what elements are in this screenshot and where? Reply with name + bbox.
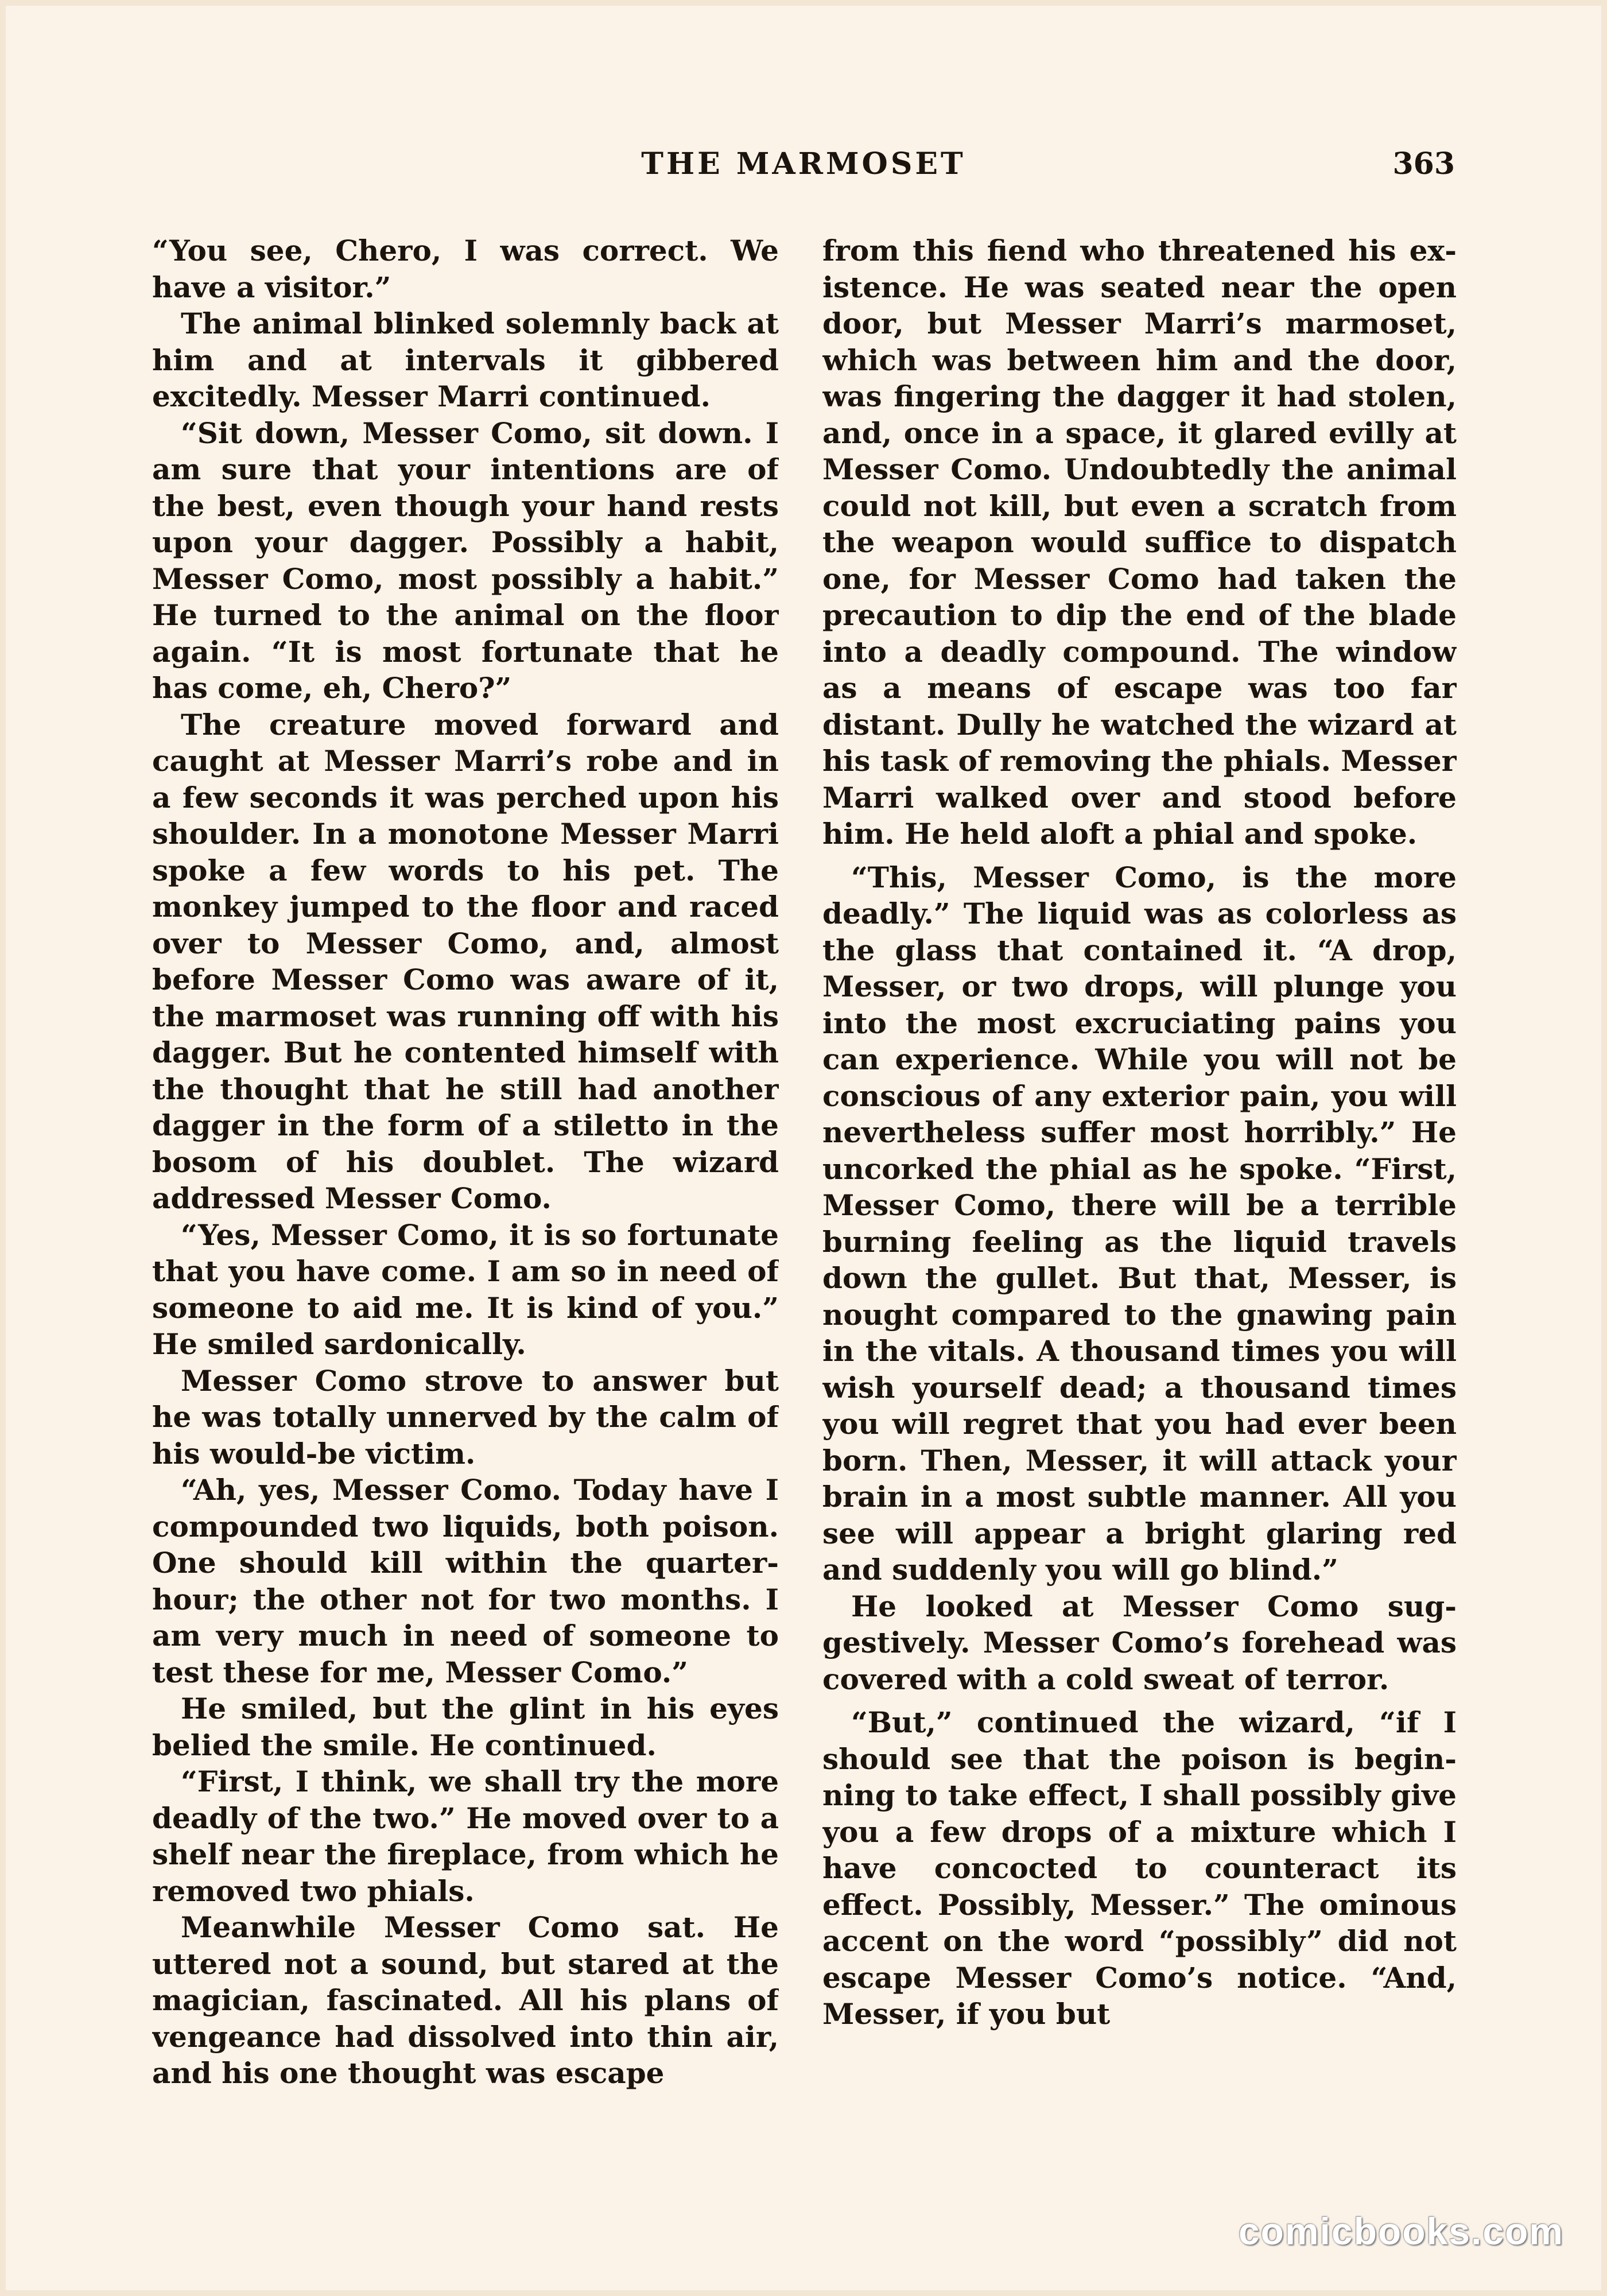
paragraph: The creature moved forward and caught at Messer Marri’s robe and in a few seconds it was perched upon his shoulder. In a monotone Messer Marri spoke a few words to his pet. The monkey jumped to the floor and raced over to Messer Como, and, almost before Messer Como was aware of it, the marmoset was running off with his dagger. But he contented himself with the thought that he still had another dagger in the form of a stiletto in the bosom of his doublet. The wizard addressed Messer Como. xyxy=(152,707,779,1215)
paragraph: from this fiend who threatened his existence. He was seated near the open door, but Messer Marri’s marmoset, which was between him and the door, was fingering the dagger it had stolen, and, once in a space, it glared evilly at Messer Como. Undoubtedly the animal could not kill, but even a scratch from the weapon would suffice to dispatch one, for Messer Como had taken the precaution to dip the end of the blade into a deadly compound. The window as a means of escape was too far distant. Dully he watched the wizard at his task of removing the phials. Messer Marri walked over and stood before him. He held aloft a phial and spoke. xyxy=(822,234,1457,851)
left-column xyxy=(152,232,779,2155)
watermark: comicbooks.com xyxy=(1238,2210,1564,2252)
paragraph: Messer Como strove to answer but he was totally unnerved by the calm of his would-be victim. xyxy=(152,1363,779,1471)
paragraph: “This, Messer Como, is the more deadly.” The liquid was as colorless as the glass that contained it. “A drop, Messer, or two drops, will plunge you into the most excruciating pains you can experience. While you will not be conscious of any exterior pain, you will nevertheless suffer most horribly.” He uncorked the phial as he spoke. “First, Messer Como, there will be a terrible burning feeling as the liquid travels down the gullet. But that, Messer, is nought compared to the gnawing pain in the vitals. A thousand times you will wish yourself dead; a thousand times you will regret that you had ever been born. Then, Messer, it will attack your brain in a most subtle manner. All you see will appear a bright glaring red and suddenly you will go blind.” xyxy=(822,860,1457,1587)
paragraph: He looked at Messer Como suggestively. Messer Como’s forehead was covered with a cold sweat of terror. xyxy=(822,1589,1457,1696)
paragraph: He smiled, but the glint in his eyes belied the smile. He continued. xyxy=(152,1692,779,1762)
paragraph: “But,” continued the wizard, “if I should see that the poison is beginning to take effect, I shall possibly give you a few drops of a mixture which I have concocted to counteract its effect. Possibly, Messer.” The ominous accent on the word “possibly” did not escape Messer Como’s notice. “And, Messer, if you but xyxy=(822,1705,1457,2031)
page-title: THE MARMOSET xyxy=(641,146,966,181)
page-number: 363 xyxy=(1392,146,1455,181)
running-header xyxy=(152,146,1455,192)
paragraph: “Yes, Messer Como, it is so fortunate that you have come. I am so in need of someone to aid me. It is kind of you.” He smiled sardonically. xyxy=(152,1217,779,1361)
right-column xyxy=(822,232,1457,2155)
paragraph: “First, I think, we shall try the more deadly of the two.” He moved over to a shelf near the fireplace, from which he removed two phials. xyxy=(152,1764,779,1908)
paragraph: “Ah, yes, Messer Como. Today have I compounded two liquids, both poison. One should kill within the quarter-hour; the other not for two months. I am very much in need of someone to test these for me, Messer Como.” xyxy=(152,1473,779,1689)
paragraph: The animal blinked solemnly back at him and at intervals it gibbered excitedly. Messer Marri continued. xyxy=(152,307,779,413)
paragraph: “Sit down, Messer Como, sit down. I am sure that your intentions are of the best, even though your hand rests upon your dagger. Possibly a habit, Messer Como, most possibly a habit.” He turned to the animal on the floor again. “It is most fortunate that he has come, eh, Chero?” xyxy=(152,416,779,705)
paragraph: “You see, Chero, I was correct. We have a visitor.” xyxy=(152,234,779,304)
paragraph: Meanwhile Messer Como sat. He uttered not a sound, but stared at the magician, fascinated. All his plans of vengeance had dissolved into thin air, and his one thought was escape xyxy=(152,1910,779,2090)
